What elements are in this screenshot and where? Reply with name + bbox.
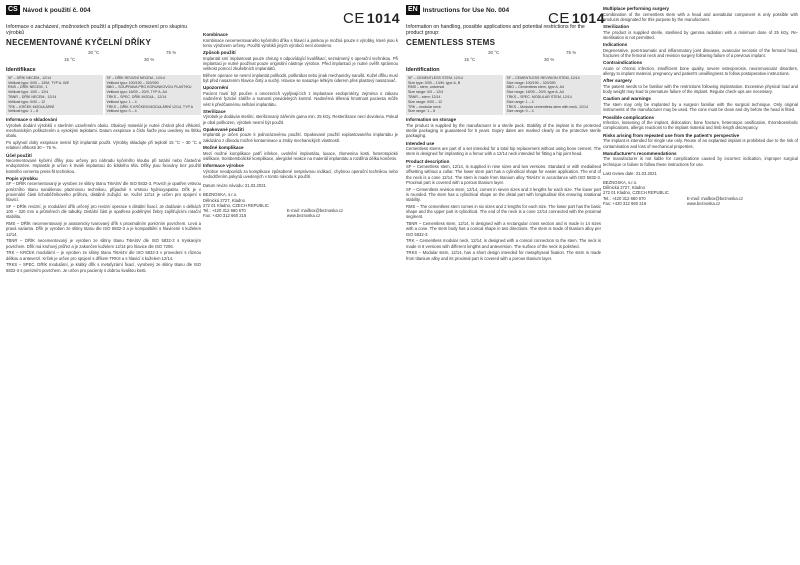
cs-humidity-min: 30 % (144, 57, 155, 63)
en-text-combination (603, 12, 798, 23)
cs-column-2 (203, 0, 398, 565)
cs-identification-table (6, 75, 201, 115)
en-text-reuse (603, 138, 798, 149)
en-paragraph: Cementless stems are part of a set intended for a total hip replacement without using bone cement. The stem is designed for implanting in a femur with a 12/14 neck intended for fitting a hip joint head. (406, 146, 601, 157)
en-id-a-2: RMS – stem, universal (408, 85, 445, 90)
cs-paragraph: Mezi možné komplikace patří infekce, uvolnění implantátu, luxace, zlomenina kosti, heterotopické osifikace, trombembolické komplikace, alergické reakce na materiál implantátu a rozdílná délka končetin. (203, 150, 398, 161)
en-paragraph: Degenerative, post-traumatic and inflammatory joint diseases, avascular necrosis of the femoral head, fractures of the femoral neck and revision surgery following failure of a previous implant. (603, 47, 798, 59)
cs-language-badge: CS (8, 6, 18, 13)
cs-address (203, 192, 269, 218)
cs-section-precautions: Upozornění (203, 85, 229, 91)
cs-id-a-4: TBNR – DŘÍK NECEM., 12/14 (8, 95, 57, 99)
cs-id-b-0: SF – DŘÍK REVIZNÍ NECEM., 12/14 (106, 75, 165, 80)
cs-id-box-a (6, 75, 103, 115)
en-humidity-min: 30 % (544, 57, 555, 63)
cs-section-description: Popis výrobku (6, 175, 38, 181)
en-section-reuse: Risks arising from repeated use from the patient's perspective (603, 132, 740, 138)
cs-id-b-3: Velikost typu: 16/09 – 20/9, TYP A, A4 (106, 90, 167, 95)
cs-paragraph: TBNR – DŘÍK necementovaný je vyroben ze slitiny titanu Ti6Al4V dle ISO 5832-3 s tryskaným povrchem. Dřík má kruhový průřez a je zakončen kuželem 12/14 pro hlavice dle ISO 7206. (6, 238, 201, 249)
en-paragraph: The patient needs to be familiar with the restrictions following implantation. Excessive physical load and body weight may lead to premature failure of the implant. Regular check-ups are necessary. (603, 83, 798, 95)
en-ce-number: 1014 (571, 10, 605, 26)
en-section-sterilization: Sterilization (603, 24, 630, 30)
en-section-storage: Information on storage (406, 117, 457, 123)
en-intro: Information on handling, possible applications and potential restrictions for the product group: (406, 24, 585, 37)
en-section-complications: Possible complications (603, 114, 655, 120)
cs-intro: Informace o zacházení, možnostech použití a případných omezení pro skupinu výrobků (6, 24, 188, 37)
en-id-box-b (505, 75, 602, 115)
en-paragraph: Infection, loosening of the implant, dislocation, bone fracture, heterotopic ossification, thromboembolic complications, allergic reactions to the implant material and limb length discrepancy. (603, 120, 798, 131)
cs-section-complications: Možné komplikace (203, 144, 244, 150)
cs-address-line: Tel.: +420 312 660 670 (203, 207, 246, 213)
en-ce-marking (548, 10, 605, 27)
en-text-after (603, 84, 798, 95)
cs-section-identification: Identifikace (6, 67, 36, 74)
page-en (400, 0, 800, 565)
cs-address-line: BEZNOSKA, s.r.o. (203, 192, 238, 198)
cs-id-a-6: TRK – KRČEK MODULÁRNÍ (8, 104, 55, 109)
en-text-caution (603, 102, 798, 113)
cs-id-a-5: Velikost typu: 0/00 – 12 (8, 99, 46, 104)
cs-id-a-1: Velikost typu: 0/00 – 13/M, TYP A, B/E (8, 80, 69, 85)
en-paragraph: The product is supplied by the manufacturer in a sterile pack. Stability of the implant in the protected sterile packaging is guaranteed for 5 years. Expiry dates are marked clearly on the protective sterile packaging. (406, 122, 601, 139)
en-revision-date: Last review date: 21.03.2021 (603, 170, 657, 176)
en-temp-max: 30 °C (488, 50, 500, 56)
en-id-a-6: TRK – modular neck (408, 104, 441, 109)
en-text-indications (603, 48, 798, 59)
en-id-b-3: Size range: 16/09 – 20/9, type A, A4 (506, 90, 564, 95)
cs-section-manufacturer: Informace výrobce (203, 163, 244, 169)
en-id-a-3: Size range: 0/0 – 12/4 (408, 90, 444, 95)
cs-text-precautions (203, 91, 398, 107)
cs-paragraph: TRK – KRČEK modulární – je vyroben ze slitiny titanu Ti6Al4V dle ISO 5832-3 v provedení s různou délkou a anteverzí. Krček je určen pro spojení s dříkem TRKS a s hlavicí s kuželem 12/14. (6, 250, 201, 261)
cs-paragraph: Výrobek dodání výrobků v sterilním uzavřeném obalu. Obalový materiál je nutné chránit před vlhkostí, mechanickým poškozením a vysokými teplotami. Datum exspirace a číslo šarže jsou uvedeny na štítku obalu. (6, 122, 201, 139)
cs-humidity-max: 75 % (166, 50, 177, 56)
en-paragraph: The product is supplied sterile, sterilised by gamma radiation with a minimum dose of 25 kGy. Re-sterilisation is not permitted. (603, 29, 798, 40)
cs-document-title: NECEMENTOVANÉ KYČELNÍ DŘÍKY (6, 38, 152, 48)
cs-id-a-0: SF – DŘÍK NECEM., 12/14 (8, 75, 52, 80)
en-id-a-0: SF – CEMENTLESS STEM, 12/14 (408, 75, 463, 80)
cs-column-1 (6, 0, 201, 565)
en-humidity-max: 75 % (566, 50, 577, 56)
cs-temp-max: 30 °C (88, 50, 100, 56)
en-email-link[interactable]: E-mail: mailbox@beznoska.cz (686, 195, 744, 201)
en-paragraph: TRKS – Modular stem, 12/14, has a short design intended for metaphyseal fixation. The stem is made from titanium alloy and its proximal part is covered with a porous titanium layer. (406, 250, 601, 261)
cs-text-sterilization (203, 114, 398, 125)
cs-id-a-7: Velikost typu: 1 – 8 (8, 109, 39, 114)
cs-paragraph: Necementované kyčelní dříky jsou určeny pro náhradu kyčelního kloubu při totální nebo částečné endoprotéze. Implantát je určen k trvalé implantaci do lidského těla. Dříky jsou fixovány bez použití kostního cementu press-fit technikou. (6, 158, 201, 174)
en-address-line: 272 01 Kladno, CZECH REPUBLIC (603, 190, 669, 196)
en-paragraph: The implant is intended for single use only. Reuse of an explanted implant is prohibited due to the risk of contamination and loss of mechanical properties. (603, 138, 798, 149)
cs-text-combination (203, 38, 398, 49)
en-id-a-1: Size type: 0/00 – 13/M, type A, B (408, 80, 461, 85)
en-paragraph: The manufacturer is not liable for complications caused by incorrect indication, improper surgical technique or failure to follow these instructions for use. (603, 156, 798, 167)
en-address-line: Tel.: +420 312 660 670 (603, 195, 646, 201)
cs-id-b-1: Velikost typu: 100/190 – 320/390 (106, 80, 159, 85)
cs-paragraph: Výrobce neodpovídá za komplikace způsobené nesprávnou indikací, chybnou operační technikou nebo nedodržením pokynů uvedených v tomto návodu k použití. (203, 168, 398, 179)
cs-section-combination: Kombinace (203, 32, 228, 37)
cs-id-b-7: Velikost typu: 0 – 4 (106, 109, 137, 114)
en-id-b-7: Size range: 0 – 4 (506, 109, 534, 114)
en-header-title: Instructions for Use No. 004 (422, 6, 510, 14)
cs-address-line: Dělnická 2727, Kladno (203, 197, 245, 203)
en-contact (687, 180, 743, 206)
en-text-purpose (406, 146, 601, 157)
cs-paragraph: RMS – DŘÍK necementovaný je anatomicky tvarovaný dřík s proximálním porézním povrchem. Levá a pravá varianta. Dřík je vyroben ze slitiny titanu dle ISO 5832-3 a je kompatibilní s hlavicemi s kuželem 12/14. (6, 221, 201, 237)
cs-website-link[interactable]: www.beznoska.cz (286, 213, 321, 219)
cs-text-block-2 (6, 158, 201, 174)
en-id-b-5: Size range: 1 – 4 (506, 99, 534, 104)
cs-header-title: Návod k použití č. 004 (22, 6, 91, 14)
cs-text-reuse (203, 132, 398, 143)
en-paragraph: SF – Cementless revision stem, 12/14, comes in seven sizes and 3 lengths for each size. The lower part is rounded. The stem has a cylindrical shape on the distal part with longitudinal ribs ensuring rotational stability. (406, 186, 601, 203)
en-section-description: Product description (406, 158, 450, 164)
cs-text-block-3 (6, 181, 201, 273)
cs-ce-marking (343, 10, 400, 27)
cs-paragraph: Kombinace necementovaného kyčelního dříku s hlavicí a jamkou je možná pouze s výrobky, které jsou k tomu výrobcem určeny. Použití výrobků jiných výrobců není dovoleno. (203, 37, 398, 48)
cs-id-a-3: Velikost typu: 1/00 – 12/4 (8, 90, 49, 95)
en-paragraph: Combination of the cementless stem with a head and acetabular component is only possible with products designated for this purpose by the manufacturer. (603, 11, 798, 22)
cs-id-a-2: RMS – DŘÍK NECEM., 1 (8, 85, 48, 90)
en-identification-table (406, 75, 601, 115)
cs-section-storage: Informace o skladování (6, 117, 58, 123)
en-section-purpose: Intended use (406, 140, 435, 146)
en-text-storage (406, 123, 601, 139)
en-temperature-range (406, 50, 601, 64)
en-id-b-6: TRKS – Modular cementless stem with neck, 12/14 (506, 104, 588, 109)
cs-section-sterilization: Sterilizace (203, 108, 226, 114)
cs-email-link[interactable]: E-mail: mailbox@beznoska.cz (286, 207, 344, 213)
en-id-a-4: TBNR – stem: 12/14 (408, 95, 441, 99)
cs-text-block-1 (6, 123, 201, 151)
en-paragraph: TRK – Cementless modular neck, 12/14, is designed with a conical connection to the stem. The neck is made in 8 versions with different lengths and anteversion. The surface of the neck is polished. (406, 238, 601, 249)
cs-paragraph: Během operace se nesmí implantát poškodit, poškrábat nebo jinak mechanicky narušit. Kužel dříku musí být před nasazením hlavice čistý a suchý. Hlavice se nasazuje lehkým úderem přes plastový nasazovač. (203, 72, 398, 84)
cs-address-line: Fax: +420 312 660 216 (203, 213, 247, 219)
cs-revision-date: Datum revize návodu: 21.03.2021 (203, 183, 266, 189)
en-id-a-7: Size range: 1 – 8 (408, 109, 436, 114)
ce-mark-icon: CE (548, 10, 570, 27)
en-column-2 (603, 0, 798, 565)
en-text-contraindications (603, 66, 798, 77)
en-language-badge: EN (408, 6, 418, 13)
en-address-line: Fax: +420 312 660 216 (603, 200, 647, 206)
en-paragraph: TBNR – Cementless stem, 12/14, is designed with a rectangular cross section and is made in 14 sizes with a cone. The stem body has a conical shape in two directions. The stem is made of titanium alloy per ISO 5832-3. (406, 221, 601, 237)
cs-paragraph: SF – DŘÍK necementovaný je vyroben ze slitiny titanu Ti6Al4V dle ISO 5832-3. Povrch je opatřen vrstvou porézního titanu nanášenou plazmovou technikou, případně s vrstvou hydroxyapatitu. Dřík je v proximální části lichoběžníkového průřezu, distálně zužující se. Kužel 12/14 je určen pro spojení s hlavicí. (6, 181, 201, 203)
en-id-b-2: BBO – Cementless stem, type A, A4 (506, 85, 565, 90)
en-text-description (406, 164, 601, 261)
en-paragraph: Acute or chronic infection, insufficient bone quality, severe osteoporosis, neuromuscular disorders, allergy to implant material, pregnancy and patient's unwillingness to follow postoperative instructions. (603, 65, 798, 77)
en-address-line: Dělnická 2727, Kladno (603, 185, 645, 191)
cs-address-block (203, 192, 398, 218)
cs-section-reuse: Opakované použití (203, 126, 244, 132)
cs-paragraph: Implantát smí implantovat pouze chirurg s odpovídající kvalifikací, seznámený s operační technikou. Při implantaci je nutné používat pouze originální nástroje výrobce. Před implantací je nutné ověřit správnou velikost pomocí zkušebních implantátů. (203, 55, 398, 72)
cs-id-box-b (105, 75, 202, 115)
cs-text-complications (203, 151, 398, 162)
cs-paragraph: Implantát je určen pouze k jednorázovému použití. Opakované použití explantovaného implantátu je zakázáno z důvodu možné kontaminace a ztráty mechanických vlastností. (203, 132, 398, 143)
en-website-link[interactable]: www.beznoska.cz (686, 200, 721, 206)
ce-mark-icon: CE (343, 10, 365, 27)
en-id-b-1: Size range: 100/190 – 320/390 (506, 80, 556, 85)
cs-id-b-2: BBO – SOUPRAVA PRO KORUNKOVOU PLASTIKU (106, 85, 192, 90)
en-section-caution: Caution and warnings (603, 96, 651, 102)
en-section-manufacturer: Manufacturer's recommendations (603, 150, 677, 156)
en-section-contraindications: Contraindications (603, 60, 643, 66)
cs-text-manufacturer (203, 169, 398, 180)
en-column-1 (406, 0, 605, 565)
cs-paragraph: TRKS – SPEC. DŘÍK modulární, je krátký dřík s metafyzární fixací, vyrobený ze slitiny titanu dle ISO 5832-3 s porézním povrchem. Je určen pro pacienty s dobrou kvalitou kosti. (6, 262, 201, 273)
en-address-line: BEZNOSKA, s.r.o. (603, 180, 638, 186)
cs-section-purpose: Účel použití (6, 152, 32, 158)
en-id-a-5: Size range: 0/00 – 12 (408, 99, 443, 104)
cs-temp-min: 15 °C (64, 57, 76, 63)
en-text-manufacturer (603, 156, 798, 167)
cs-paragraph: Po uplynutí doby exspirace nesmí být implantát použit. Výrobky skladujte při teplotě 15 °C – 30 °C a relativní vlhkosti 30 – 75 %. (6, 140, 201, 151)
en-document-title: CEMENTLESS STEMS (406, 38, 496, 48)
en-address (603, 180, 669, 206)
en-id-box-a (406, 75, 503, 115)
en-paragraph: The stem may only be implanted by a surgeon familiar with the surgical technique. Only original instruments of the manufacturer may be used. The cone must be clean and dry before the head is fitted. (603, 102, 798, 113)
cs-ce-number: 1014 (366, 10, 400, 26)
cs-id-b-4: TRKS – SPEC. DŘÍK MODUL., 12/14 (106, 95, 167, 99)
en-id-b-0: SF – CEMENTLESS REVISION STEM, 12/14 (506, 75, 580, 80)
en-text-complications (603, 120, 798, 131)
cs-paragraph: SF – DŘÍK revizní, je modulární dřík určený pro revizní operace s distální fixací. Je dodáván v délkách 100 – 320 mm a průměrech dle tabulky. Distální část je opatřena podélnými žebry zajišťujícími rotační stabilitu. (6, 203, 201, 220)
en-id-b-4: TRKS – SPEC. MODULAR STEM, 12/14 (506, 95, 572, 99)
cs-id-b-6: TRKS – DŘÍK S KRČKEM MODULÁRNÍ 12/14, TYP A (106, 104, 194, 109)
en-paragraph: SF – Cementless stem, 12/14, is supplied in nine sizes and two versions. Standard or with medialised offsetting without a collar. The lower stem part has a cylindrical shape for easier application. The end of the neck is a cone 12/14. The stem is made from titanium alloy Ti6Al4V in accordance with ISO 5832-3. Proximal part is covered with a porous titanium layer. (406, 164, 601, 185)
cs-paragraph: Pacient musí být poučen o omezeních vyplývajících z implantace endoprotézy, zejména o zákazu nadměrné fyzické zátěže a nutnosti pravidelných kontrol. Nadměrná tělesná hmotnost pacienta může vést k předčasnému selhání implantátu. (203, 91, 398, 107)
en-temp-min: 15 °C (464, 57, 476, 63)
en-paragraph: RMS – The cementless stem comes in six sizes and 2 lengths for each size. The lower part has the basic shape and the upper part is cylindrical. The end of the neck is a cone 12/14 connected with the proximal segment. (406, 203, 601, 220)
cs-contact (287, 192, 343, 218)
cs-address-line: 272 01 Kladno, CZECH REPUBLIC (203, 202, 269, 208)
cs-text-usage (203, 56, 398, 84)
cs-section-usage: Způsob použití (203, 50, 236, 56)
en-section-multiplace: Multiplace performing surgery (603, 6, 670, 11)
en-section-indications: Indications (603, 42, 628, 48)
en-address-block (603, 180, 798, 206)
en-section-after: After surgery (603, 78, 632, 84)
cs-header (6, 4, 201, 16)
en-section-identification: Identification (406, 67, 440, 74)
cs-paragraph: Výrobek je dodáván sterilní, sterilizovaný zářením gama min. 25 kGy. Resterilizace není dovolena. Pokud je obal poškozen, výrobek nesmí být použit. (203, 114, 398, 125)
cs-temperature-range (6, 50, 201, 64)
cs-id-b-5: Velikost typu: 1 – 4 (106, 99, 137, 104)
en-text-sterilization (603, 30, 798, 41)
